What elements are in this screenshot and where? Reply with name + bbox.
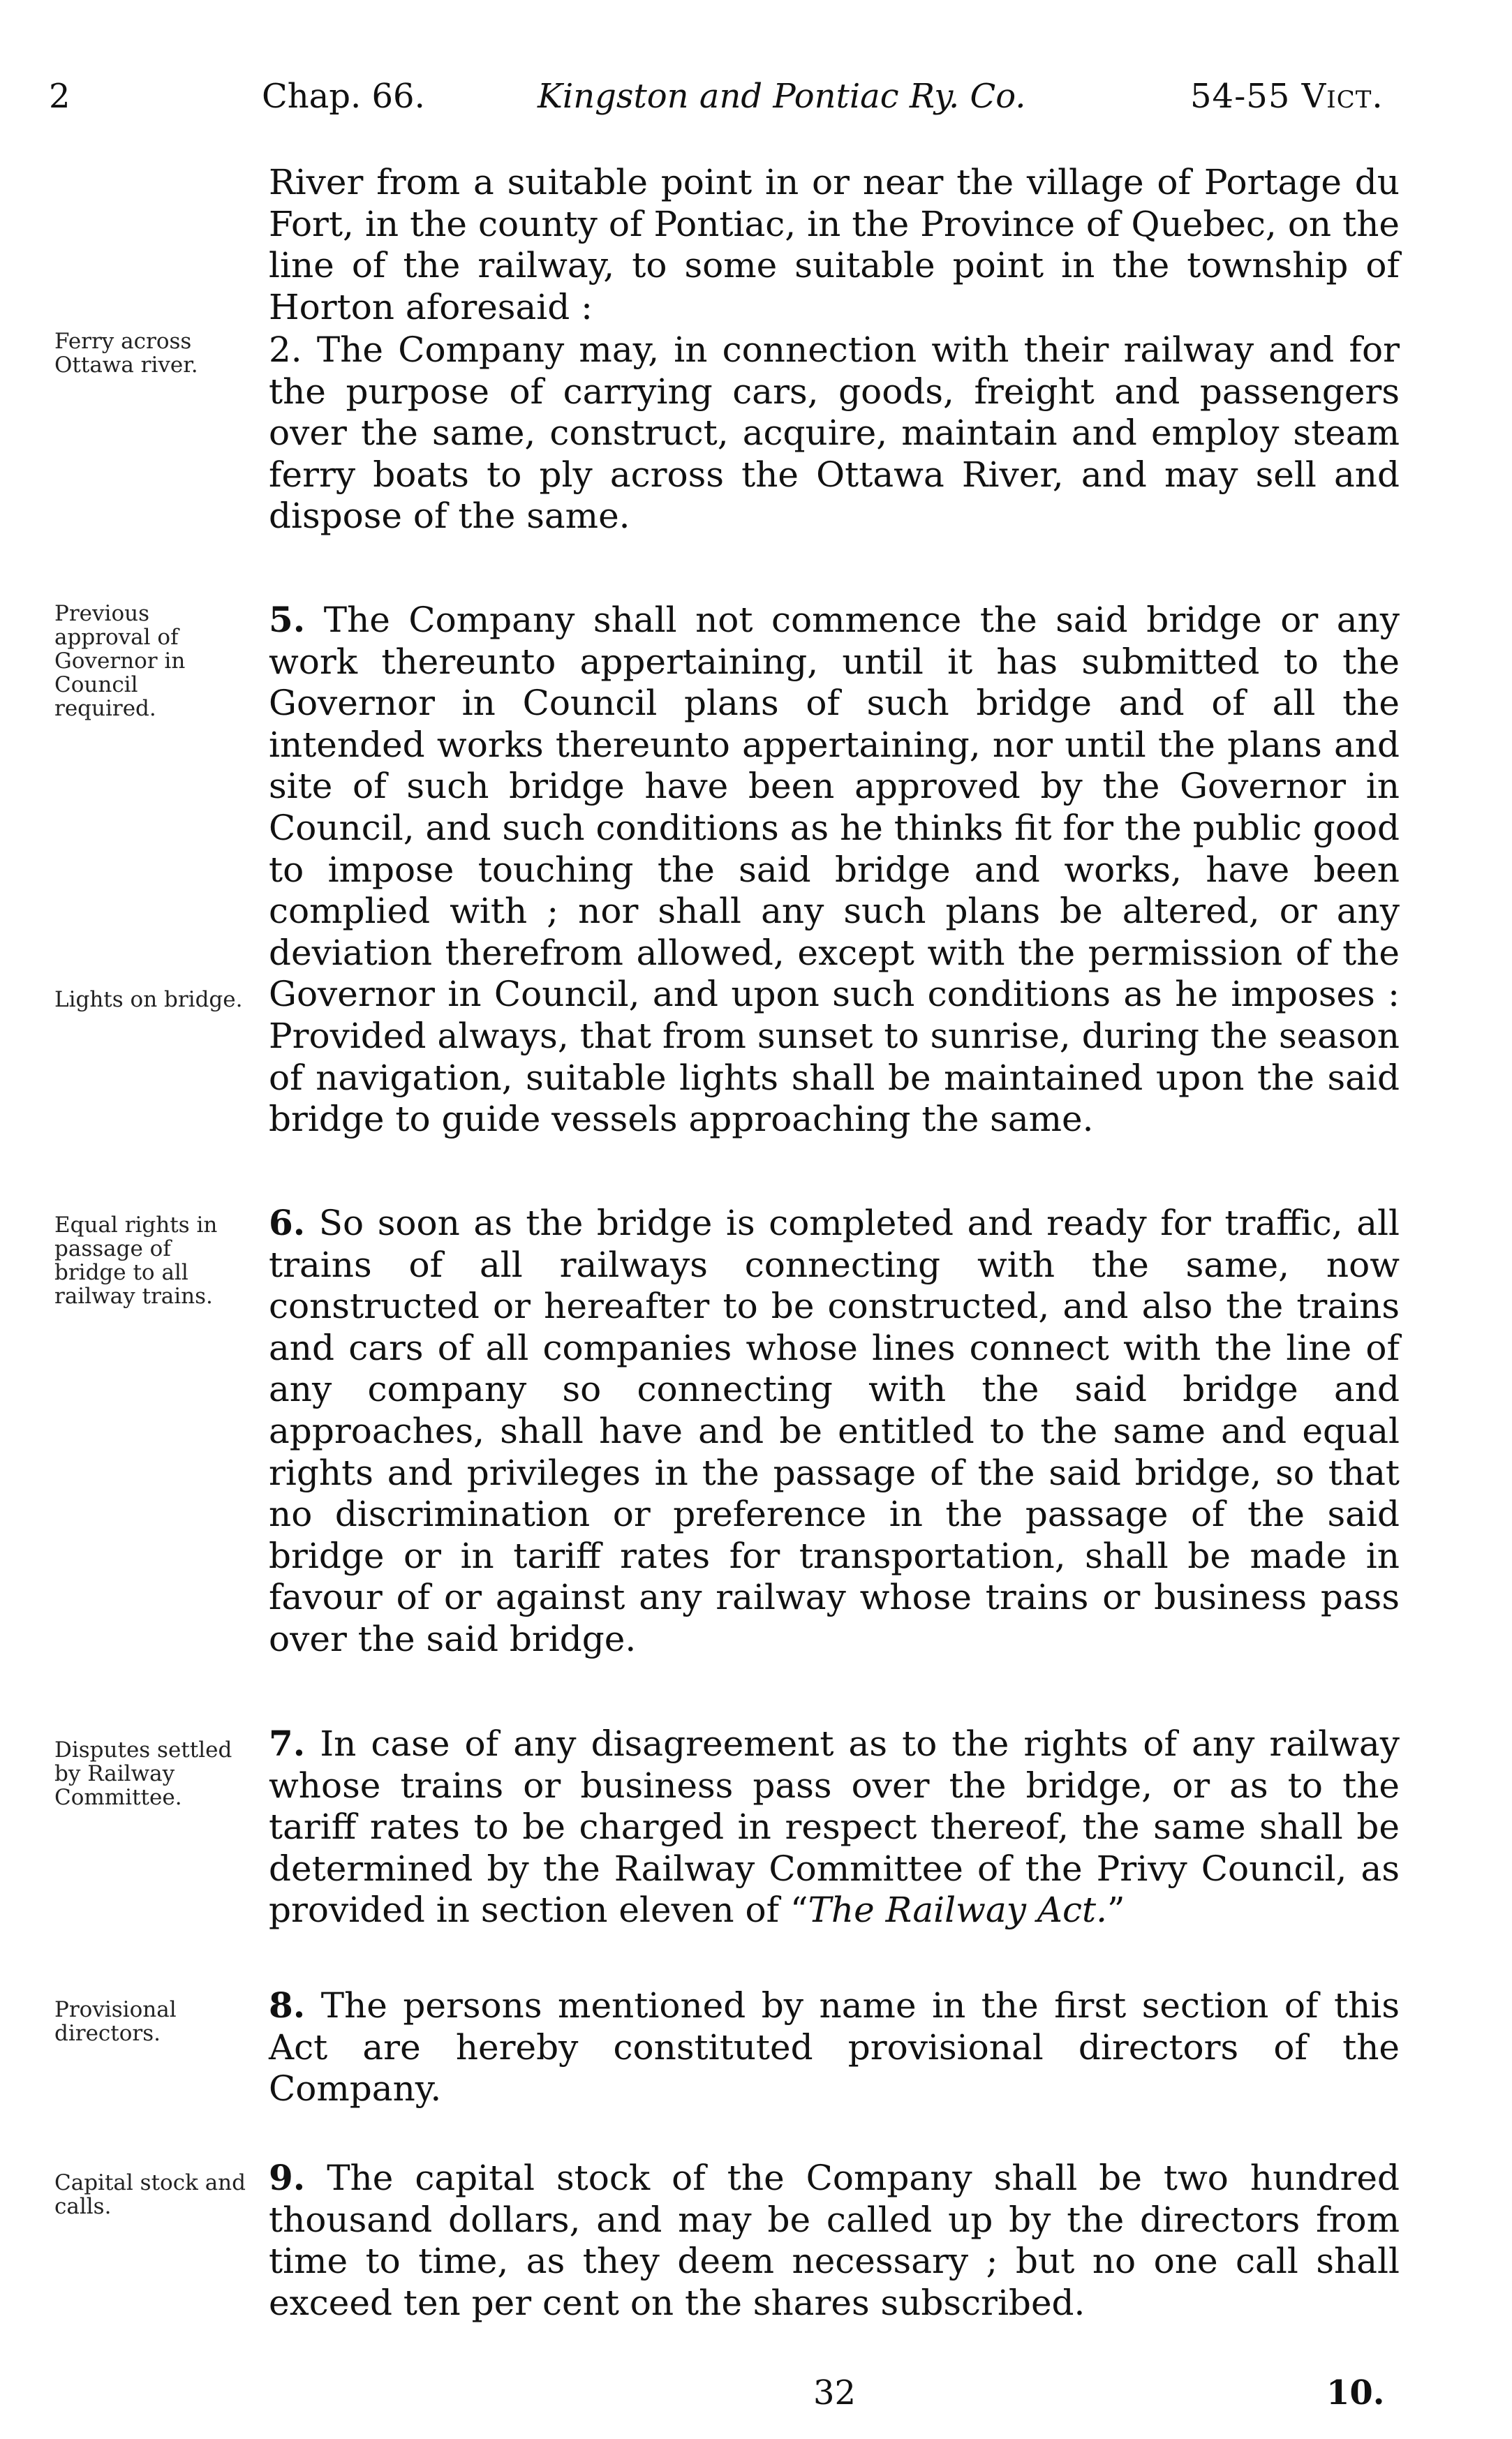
section-7-number: 7. bbox=[269, 1723, 306, 1764]
chapter-label: Chap. 66. bbox=[262, 77, 425, 116]
margin-note-directors: Provisional directors. bbox=[54, 1997, 177, 2046]
section-6 bbox=[269, 1202, 1400, 1661]
section-8-number: 8. bbox=[269, 1985, 306, 2026]
margin-note-ferry: Ferry across Ottawa river. bbox=[54, 329, 198, 378]
section-7-text: In case of any disagreement as to the rights of any railway whose trains or business pass over the bridge, or as to the tariff rates to be charged in respect thereof, the same shall be determined by the Railway Committee of the Privy Council, as provided in section eleven of “ bbox=[269, 1723, 1400, 1931]
signature-mark: 32 bbox=[813, 2373, 857, 2412]
section-5-text: The Company shall not commence the said bridge or any work thereunto appertaining, until it has submitted to the Governor in Council plans of such bridge and of all the intended works thereunto appertaining, nor until the plans and site of such bridge have been approved by the Governor in Council, and such conditions as he thinks fit for the public good to impose touching the said bridge and works, have been complied with ; nor shall any such plans be altered, or any deviation therefrom allowed, except with the permission of the Governor in Council, and upon such conditions as he imposes : Provided always, that from sunset to sunrise, during the season of navigation, suitable lights shall be maintained upon the said bridge to guide vessels approaching the same. bbox=[269, 600, 1400, 1140]
section-8-text: The persons mentioned by name in the first section of this Act are hereby constituted provisional directors of the Company. bbox=[269, 1985, 1400, 2110]
catchword: 10. bbox=[1326, 2373, 1385, 2412]
margin-note-lights: Lights on bridge. bbox=[54, 987, 243, 1012]
paragraph-ferry bbox=[269, 329, 1400, 538]
section-7-close-quote: ” bbox=[1107, 1890, 1125, 1931]
regnal-year: 54-55 Vict. bbox=[1190, 77, 1384, 116]
paragraph-ferry-text: 2. The Company may, in connection with their railway and for the purpose of carrying cars, goods, freight and passengers over the same, construct, acquire, maintain and employ steam ferry boats to ply across the Ottawa River, and may sell and dispose of the same. bbox=[269, 329, 1400, 537]
section-8 bbox=[269, 1985, 1400, 2110]
page-number: 2 bbox=[49, 77, 71, 116]
running-title: Kingston and Pontiac Ry. Co. bbox=[538, 77, 1026, 116]
margin-note-capital: Capital stock and calls. bbox=[54, 2170, 246, 2219]
margin-note-approval: Previous approval of Governor in Council required. bbox=[54, 601, 186, 721]
section-9-number: 9. bbox=[269, 2157, 306, 2198]
section-5 bbox=[269, 599, 1400, 1141]
section-6-number: 6. bbox=[269, 1202, 306, 1243]
section-5-number: 5. bbox=[269, 599, 306, 640]
section-9-text: The capital stock of the Company shall be two hundred thousand dollars, and may be called up by the directors from time to time, as they deem necessary ; but no one call shall exceed ten per cent on the shares subscribed. bbox=[269, 2158, 1400, 2323]
section-9 bbox=[269, 2157, 1400, 2324]
section-6-text: So soon as the bridge is completed and ready for traffic, all trains of all railways connecting with the same, now constructed or hereafter to be constructed, and also the trains and cars of all companies whose lines connect with the line of any company so connecting with the said bridge and approaches, shall have and be entitled to the same and equal rights and privileges in the passage of the said bridge, so that no discrimination or preference in the passage of the said bridge or in tariff rates for transportation, shall be made in favour of or against any railway whose trains or business pass over the said bridge. bbox=[269, 1203, 1400, 1659]
margin-note-disputes: Disputes settled by Railway Committee. bbox=[54, 1737, 232, 1810]
paragraph-continuation bbox=[269, 162, 1400, 328]
railway-act-title: The Railway Act. bbox=[808, 1890, 1108, 1931]
margin-note-equal-rights: Equal rights in passage of bridge to all railway trains. bbox=[54, 1213, 218, 1309]
section-7 bbox=[269, 1723, 1400, 1932]
paragraph-continuation-text: River from a suitable point in or near the village of Portage du Fort, in the county of Pontiac, in the Province of Quebec, on the line of the railway, to some suitable point in the township of Horton aforesaid : bbox=[269, 162, 1400, 327]
